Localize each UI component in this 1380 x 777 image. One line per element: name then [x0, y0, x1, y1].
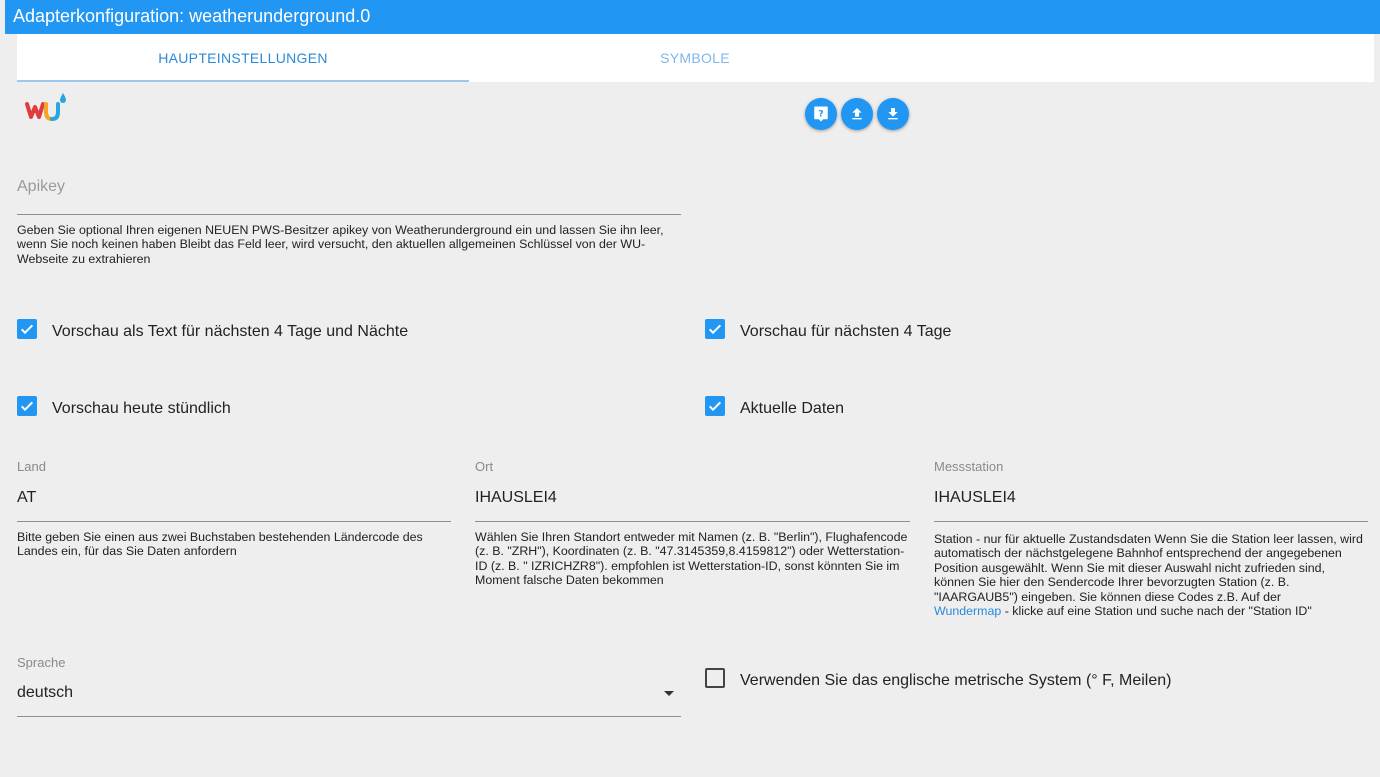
check-icon [707, 398, 723, 414]
sprache-label: Sprache [17, 655, 66, 670]
imperial-checkbox[interactable] [705, 668, 725, 688]
forecast-text-label: Vorschau als Text für nächsten 4 Tage und Nächte [52, 323, 409, 340]
land-input[interactable]: AT [17, 489, 37, 506]
messstation-help [934, 532, 1368, 618]
wundermap-link[interactable]: Wundermap [934, 604, 1002, 619]
apikey-input[interactable]: Apikey [17, 178, 66, 195]
window-title: Adapterkonfiguration: weatherunderground.0 [5, 0, 1380, 34]
apikey-underline [17, 214, 681, 215]
download-icon [885, 106, 901, 122]
forecast-hourly-label: Vorschau heute stündlich [52, 400, 231, 417]
ort-underline [475, 521, 910, 522]
upload-button[interactable] [841, 98, 873, 130]
land-help: Bitte geben Sie einen aus zwei Buchstaben bestehenden Ländercode des Landes ein, für das Sie Daten anfordern [17, 530, 423, 559]
tab-symbole[interactable]: SYMBOLE [660, 50, 730, 66]
messstation-input[interactable]: IHAUSLEI4 [934, 489, 1016, 506]
apikey-help: Geben Sie optional Ihren eigenen NEUEN PWS-Besitzer apikey von Weatherunderground ein und lassen Sie ihn leer, wenn Sie noch keinen haben Bleibt das Feld leer, wird versucht, den aktuellen allgemeinen Schlüssel von der WU-Webseite zu extrahieren [17, 223, 664, 266]
forecast-4days-checkbox[interactable] [705, 319, 725, 339]
upload-icon [849, 106, 865, 122]
land-underline [17, 521, 451, 522]
tab-bar [17, 34, 1374, 82]
download-button[interactable] [877, 98, 909, 130]
messstation-help-text: Station - nur für aktuelle Zustandsdaten Wenn Sie die Station leer lassen, wird automatisch der nächstgelegene Bahnhof entsprechend der angegebenen Position ausgewählt. Wenn Sie mit dieser Auswahl nicht zufrieden sind, können Sie hier den Sendercode Ihrer bevorzugten Station (z. B. "IAARGAUB5") eingeben. Sie können diese Codes z.B. Auf der [934, 532, 1363, 604]
help-button[interactable] [805, 98, 837, 130]
current-data-checkbox[interactable] [705, 396, 725, 416]
messstation-help-suffix: - klicke auf eine Station und suche nach der "Station ID" [1001, 604, 1312, 619]
tab-haupteinstellungen[interactable]: HAUPTEINSTELLUNGEN [17, 34, 469, 82]
check-icon [707, 321, 723, 337]
weatherunderground-logo [25, 90, 75, 122]
current-data-label: Aktuelle Daten [740, 400, 845, 417]
messstation-label: Messstation [934, 459, 1004, 474]
land-label: Land [17, 459, 46, 474]
ort-input[interactable]: IHAUSLEI4 [475, 489, 557, 506]
messstation-underline [934, 521, 1368, 522]
forecast-text-checkbox[interactable] [17, 319, 37, 339]
sprache-underline [17, 716, 681, 717]
help-icon [812, 105, 830, 123]
forecast-hourly-checkbox[interactable] [17, 396, 37, 416]
svg-text:?: ? [818, 109, 824, 120]
sprache-select[interactable]: deutsch [17, 684, 74, 701]
forecast-4days-label: Vorschau für nächsten 4 Tage [740, 323, 952, 340]
imperial-label: Verwenden Sie das englische metrische System (° F, Meilen) [740, 672, 1172, 689]
chevron-down-icon[interactable] [664, 691, 674, 696]
check-icon [19, 398, 35, 414]
ort-help: Wählen Sie Ihren Standort entweder mit Namen (z. B. "Berlin"), Flughafencode (z. B. "ZRH"), Koordinaten (z. B. "47.3145359,8.4159812") oder Wetterstation-ID (z. B. " IZRICHZR8"). empfohlen ist Wetterstation-ID, sonst könnten Sie im Moment falsche Daten bekommen [475, 530, 908, 588]
ort-label: Ort [475, 459, 494, 474]
check-icon [19, 321, 35, 337]
